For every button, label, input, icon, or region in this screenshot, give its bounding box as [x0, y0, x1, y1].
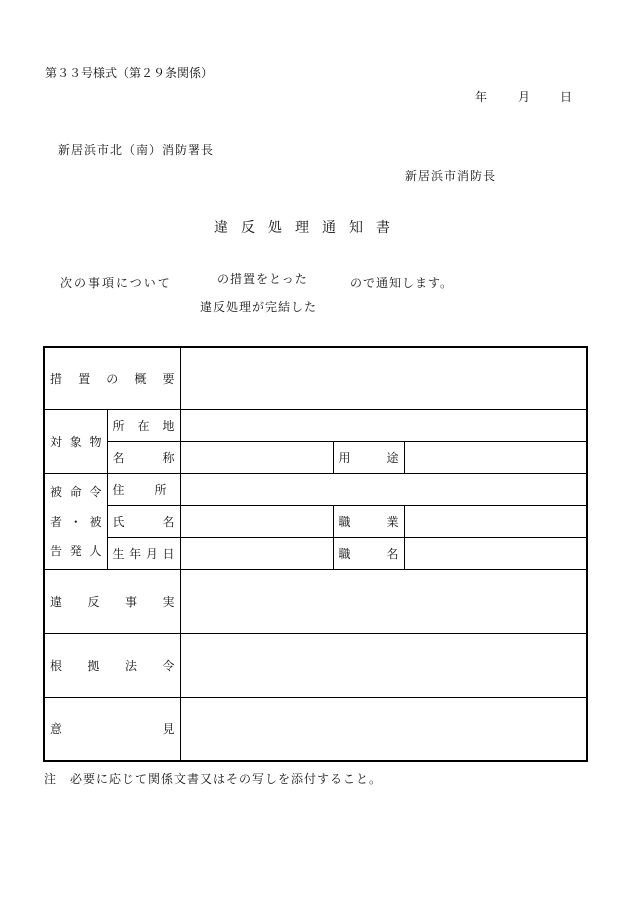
- field-name[interactable]: [180, 441, 333, 473]
- label-char: 所: [112, 418, 125, 433]
- label-address: [107, 473, 180, 505]
- addressee: 新居浜市北（南）消防署長: [58, 143, 215, 157]
- label-char: 被: [89, 514, 102, 529]
- field-legal-basis[interactable]: [180, 633, 587, 697]
- label-position: [333, 537, 404, 569]
- label-char: 在: [137, 418, 150, 433]
- label-char: 地: [162, 418, 175, 433]
- field-measure-summary[interactable]: [180, 347, 587, 409]
- document-title: 違反処理通知書: [214, 220, 403, 236]
- label-name: [107, 441, 180, 473]
- label-char: 根: [50, 658, 63, 673]
- legal-basis-text: [50, 657, 175, 674]
- label-char: 途: [386, 450, 399, 465]
- label-char: 令: [89, 485, 102, 499]
- usage-text: [339, 449, 399, 466]
- label-char: 反: [87, 594, 100, 609]
- birthdate-text: [113, 545, 175, 562]
- label-char: 命: [69, 485, 82, 499]
- intro-lead: 次の事項について: [60, 276, 172, 290]
- label-person-name: [107, 505, 180, 537]
- field-position[interactable]: [404, 537, 587, 569]
- label-char: 要: [162, 371, 175, 386]
- position-text: [339, 545, 399, 562]
- subject-line-3: [50, 542, 102, 559]
- label-char: 職: [338, 546, 351, 561]
- field-birthdate[interactable]: [180, 537, 333, 569]
- subject-lines: [50, 483, 102, 559]
- opinion-text: [50, 720, 175, 737]
- intro-tail: ので通知します。: [350, 276, 454, 290]
- label-char: 住: [112, 482, 125, 497]
- label-char: 発: [69, 544, 82, 558]
- label-char: 法: [125, 658, 138, 673]
- label-char: 氏: [112, 514, 125, 529]
- label-char: 職: [338, 514, 351, 529]
- label-char: 者: [50, 514, 63, 529]
- label-measure-summary: [44, 347, 180, 409]
- label-char: 名: [112, 450, 125, 465]
- date-day: 日: [560, 90, 573, 104]
- label-opinion: [44, 697, 180, 761]
- address-text: [113, 481, 175, 498]
- label-char: 人: [89, 544, 102, 558]
- label-char: 名: [386, 546, 399, 561]
- label-char: 意: [50, 722, 63, 737]
- intro-option-1: の措置をとった: [217, 272, 308, 286]
- violation-table: [43, 346, 588, 762]
- label-char: 月: [145, 546, 158, 561]
- label-char: 名: [162, 514, 175, 529]
- label-char: 象: [69, 434, 82, 449]
- label-usage: [333, 441, 404, 473]
- label-char: 対: [50, 434, 63, 449]
- label-char: 物: [89, 434, 102, 449]
- label-target: [44, 409, 107, 473]
- label-subject: [44, 473, 107, 569]
- label-char: 見: [162, 722, 175, 737]
- label-char: 告: [50, 544, 63, 558]
- form-number: 第３３号様式（第２９条関係）: [45, 66, 214, 80]
- date-year: 年: [475, 90, 488, 104]
- date-month: 月: [518, 90, 531, 104]
- occupation-text: [339, 513, 399, 530]
- label-occupation: [333, 505, 404, 537]
- label-char: 令: [162, 658, 175, 673]
- subject-line-2: [50, 513, 102, 530]
- field-violation-facts[interactable]: [180, 569, 587, 633]
- label-char: 日: [162, 546, 175, 561]
- name-text: [113, 449, 175, 466]
- sender: 新居浜市消防長: [405, 169, 497, 183]
- target-text: [50, 433, 102, 450]
- label-char: 用: [338, 450, 351, 465]
- label-birthdate: [107, 537, 180, 569]
- field-opinion[interactable]: [180, 697, 587, 761]
- label-char: 置: [78, 371, 91, 386]
- field-person-name[interactable]: [180, 505, 333, 537]
- label-violation-facts: [44, 569, 180, 633]
- subject-line-1: [50, 483, 102, 500]
- label-char: 実: [162, 594, 175, 609]
- label-char: 年: [129, 546, 142, 561]
- field-occupation[interactable]: [404, 505, 587, 537]
- label-char: 違: [50, 594, 63, 609]
- measure-summary-text: [50, 370, 175, 387]
- label-char: 概: [134, 371, 147, 386]
- violation-facts-text: [50, 593, 175, 610]
- label-char: の: [106, 371, 119, 386]
- label-char: ・: [69, 514, 82, 529]
- location-text: [113, 417, 175, 434]
- field-usage[interactable]: [404, 441, 587, 473]
- person-name-text: [113, 513, 175, 530]
- label-char: 被: [50, 485, 63, 499]
- label-char: 所: [154, 482, 167, 497]
- label-char: 称: [162, 450, 175, 465]
- intro-option-2: 違反処理が完結した: [200, 300, 318, 314]
- label-char: 事: [125, 594, 138, 609]
- label-char: 拠: [87, 658, 100, 673]
- label-char: 業: [386, 514, 399, 529]
- label-char: 措: [50, 371, 63, 386]
- footnote: 注 必要に応じて関係文書又はその写しを添付すること。: [44, 772, 383, 786]
- field-location[interactable]: [180, 409, 587, 441]
- field-address[interactable]: [180, 473, 587, 505]
- label-location: [107, 409, 180, 441]
- label-legal-basis: [44, 633, 180, 697]
- label-char: 生: [112, 546, 125, 561]
